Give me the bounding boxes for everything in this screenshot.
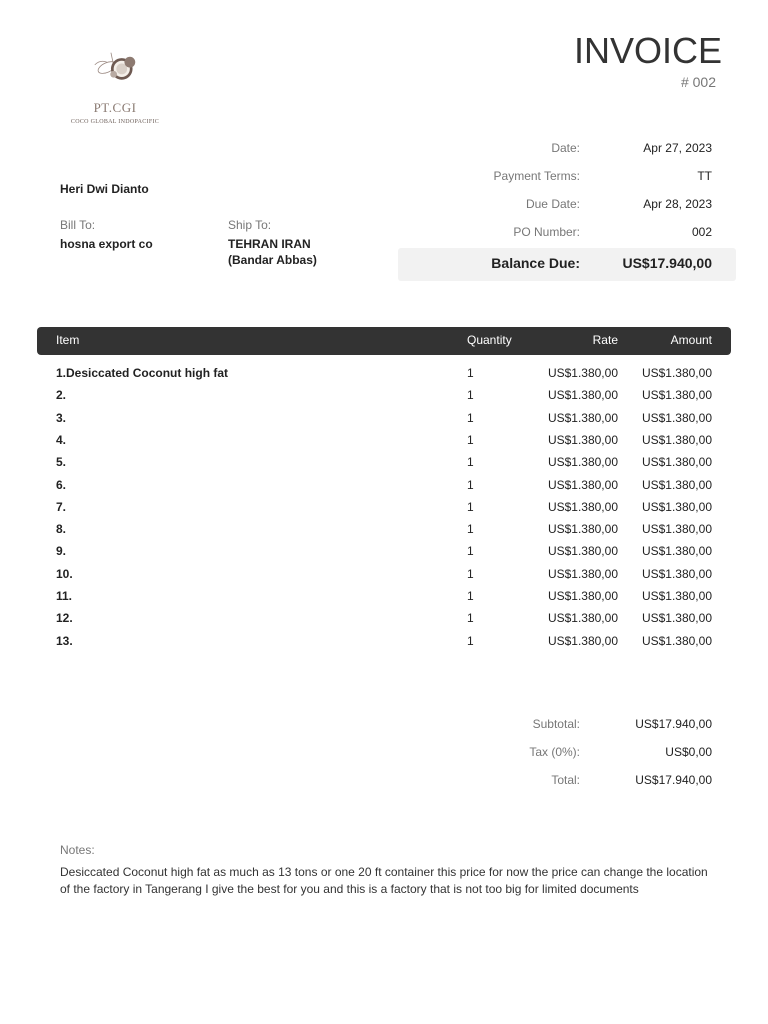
row-rate: US$1.380,00	[547, 522, 618, 537]
table-row	[0, 388, 768, 410]
row-item: 6.	[56, 477, 67, 492]
row-quantity: 1	[467, 522, 474, 537]
row-rate: US$1.380,00	[547, 388, 618, 403]
bill-to-label: Bill To:	[60, 218, 96, 232]
header-item: Item	[56, 333, 80, 347]
row-quantity: 1	[467, 633, 474, 648]
row-quantity: 1	[467, 388, 474, 403]
row-item: 10.	[56, 566, 73, 581]
header-amount: Amount	[670, 333, 712, 347]
ship-to-label: Ship To:	[228, 218, 272, 232]
table-row	[0, 433, 768, 455]
table-row	[0, 411, 768, 433]
row-item: 5.	[56, 455, 67, 470]
table-row	[0, 634, 768, 656]
total-value: US$17.940,00	[635, 773, 712, 787]
subtotal-label: Subtotal:	[532, 717, 580, 731]
balance-due-label: Balance Due:	[491, 255, 580, 271]
row-amount: US$1.380,00	[641, 633, 712, 648]
row-quantity: 1	[467, 566, 474, 581]
row-amount: US$1.380,00	[641, 388, 712, 403]
notes-label: Notes:	[60, 843, 95, 857]
row-amount: US$1.380,00	[641, 566, 712, 581]
ship-to-line1: TEHRAN IRAN	[228, 237, 311, 251]
row-amount: US$1.380,00	[641, 455, 712, 470]
row-quantity: 1	[467, 432, 474, 447]
table-row	[0, 544, 768, 566]
row-quantity: 1	[467, 410, 474, 425]
row-rate: US$1.380,00	[547, 611, 618, 626]
row-amount: US$1.380,00	[641, 410, 712, 425]
date-value: Apr 27, 2023	[643, 141, 712, 155]
row-quantity: 1	[467, 544, 474, 559]
table-row	[0, 500, 768, 522]
row-rate: US$1.380,00	[547, 455, 618, 470]
row-item: 11.	[56, 589, 73, 603]
row-amount: US$1.380,00	[641, 499, 712, 514]
invoice-number: # 002	[680, 74, 716, 90]
table-row	[0, 611, 768, 633]
table-row	[0, 522, 768, 544]
table-row	[0, 366, 768, 388]
po-number-label: PO Number:	[513, 225, 580, 239]
row-amount: US$1.380,00	[641, 477, 712, 492]
ship-to-line2: (Bandar Abbas)	[228, 253, 317, 267]
invoice-title: INVOICE	[573, 30, 722, 71]
row-amount: US$1.380,00	[641, 611, 712, 626]
subtotal-value: US$17.940,00	[635, 717, 712, 731]
company-logo-coconut-icon	[60, 50, 170, 104]
payment-terms-value: TT	[697, 169, 712, 183]
tax-value: US$0,00	[665, 745, 712, 759]
row-rate: US$1.380,00	[547, 566, 618, 581]
due-date-value: Apr 28, 2023	[643, 197, 712, 211]
row-item: 12.	[56, 611, 73, 626]
header-quantity: Quantity	[467, 333, 512, 347]
row-quantity: 1	[467, 589, 474, 603]
table-row	[0, 589, 768, 611]
row-item: 9.	[56, 544, 67, 559]
row-rate: US$1.380,00	[547, 477, 618, 492]
table-row	[0, 455, 768, 477]
sender-name: Heri Dwi Dianto	[60, 182, 149, 196]
company-logo-subtitle: COCO GLOBAL INDOPACIFIC	[70, 119, 160, 125]
company-logo-name: PT.CGI	[93, 100, 137, 115]
row-quantity: 1	[467, 499, 474, 514]
row-amount: US$1.380,00	[641, 522, 712, 537]
row-item: 7.	[56, 499, 67, 514]
row-item: 8.	[56, 522, 67, 537]
row-amount: US$1.380,00	[641, 432, 712, 447]
row-rate: US$1.380,00	[547, 544, 618, 559]
row-item: 13.	[56, 633, 73, 648]
header-rate: Rate	[592, 333, 618, 347]
row-amount: US$1.380,00	[641, 589, 712, 603]
row-item: 4.	[56, 432, 67, 447]
row-item: 3.	[56, 410, 67, 425]
row-quantity: 1	[467, 611, 474, 626]
bill-to-name: hosna export co	[60, 237, 153, 251]
balance-due-value: US$17.940,00	[622, 255, 712, 271]
row-amount: US$1.380,00	[641, 366, 712, 380]
row-rate: US$1.380,00	[547, 633, 618, 648]
row-quantity: 1	[467, 366, 474, 380]
row-rate: US$1.380,00	[547, 410, 618, 425]
tax-label: Tax (0%):	[529, 745, 580, 759]
row-rate: US$1.380,00	[547, 589, 618, 603]
row-amount: US$1.380,00	[641, 544, 712, 559]
date-label: Date:	[551, 141, 580, 155]
payment-terms-label: Payment Terms:	[493, 169, 580, 183]
due-date-label: Due Date:	[525, 197, 580, 211]
row-rate: US$1.380,00	[547, 432, 618, 447]
row-rate: US$1.380,00	[547, 499, 618, 514]
notes-text: Desiccated Coconut high fat as much as 13 tons or one 20 ft container this price for now the price can change the location of the factory in Tangerang I give the best for you and this is a factory that is not too big for limited documents	[60, 865, 708, 896]
row-quantity: 1	[467, 455, 474, 470]
row-item: 2.	[56, 388, 67, 403]
total-label: Total:	[551, 773, 580, 787]
row-rate: US$1.380,00	[547, 366, 618, 380]
items-table-header	[37, 327, 731, 355]
po-number-value: 002	[691, 225, 712, 239]
table-row	[0, 567, 768, 589]
row-item: 1.Desiccated Coconut high fat	[56, 366, 229, 380]
table-row	[0, 478, 768, 500]
row-quantity: 1	[467, 477, 474, 492]
